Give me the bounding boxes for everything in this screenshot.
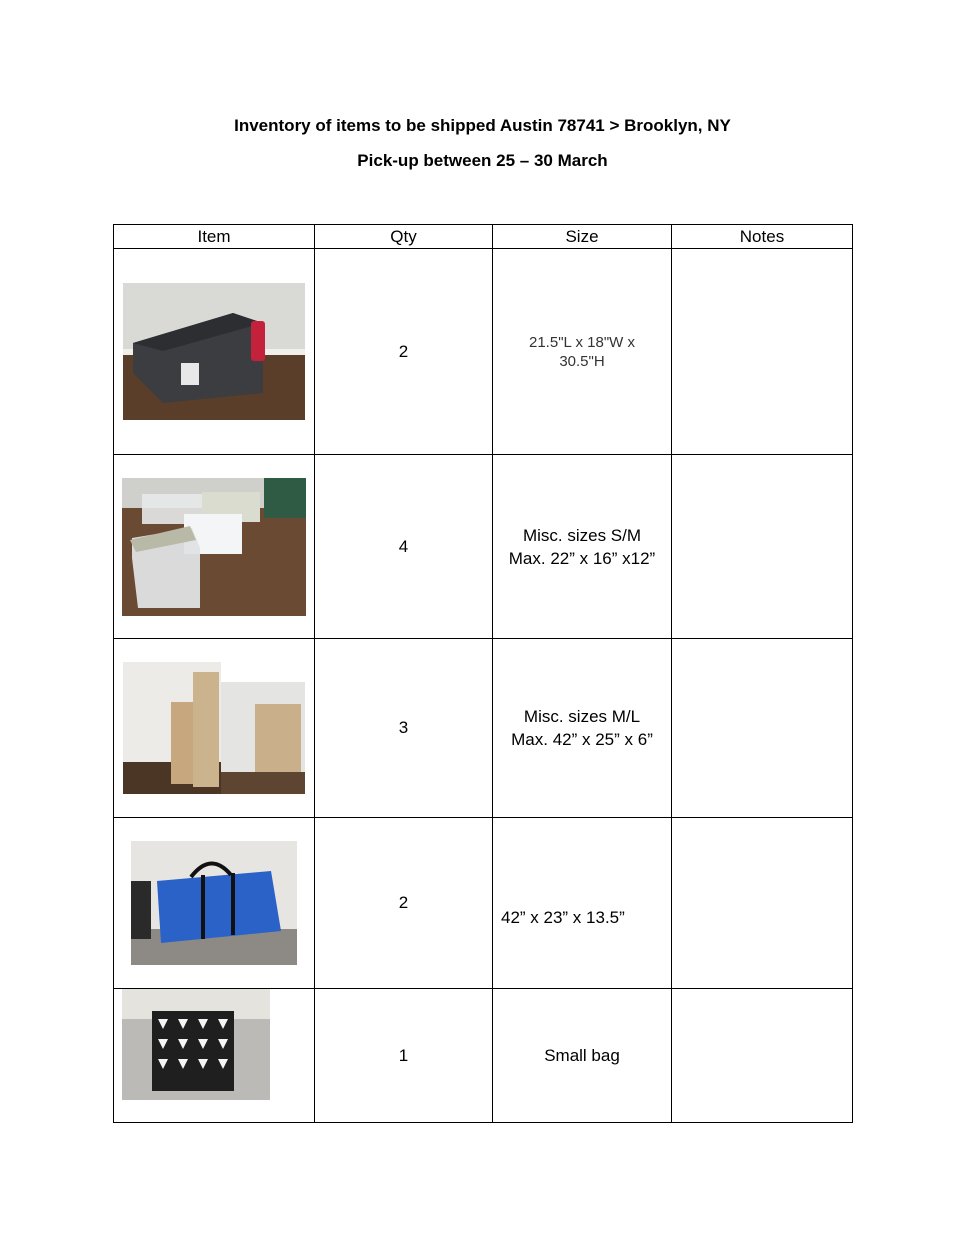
size-cell: Small bag [493, 989, 672, 1123]
blue-bag-photo [131, 841, 297, 965]
qty-cell: 2 [315, 249, 493, 455]
item-cell [114, 455, 315, 639]
notes-cell[interactable] [672, 818, 853, 989]
table-row [114, 818, 853, 989]
notes-cell[interactable] [672, 639, 853, 818]
table-row [114, 989, 853, 1123]
header-notes: Notes [672, 225, 853, 249]
patterned-bag-photo [122, 989, 270, 1100]
item-cell [114, 639, 315, 818]
header-item: Item [114, 225, 315, 249]
size-cell [493, 455, 672, 639]
size-line-1: Misc. sizes M/L [523, 707, 641, 726]
grey-tote-bin-photo [123, 283, 305, 420]
size-line-1: 21.5"L x 18"W x [529, 333, 635, 351]
clear-storage-bins-photo [122, 478, 306, 616]
header-size: Size [493, 225, 672, 249]
size-line-1: Misc. sizes S/M [522, 525, 642, 545]
item-cell [114, 249, 315, 455]
table-row [114, 639, 853, 818]
size-line-2: Max. 22” x 16” x12” [508, 548, 656, 568]
header-qty: Qty [315, 225, 493, 249]
qty-cell: 4 [315, 455, 493, 639]
size-cell [493, 639, 672, 818]
document-subtitle: Pick-up between 25 – 30 March [357, 151, 608, 170]
item-cell [114, 989, 315, 1123]
table-row [114, 249, 853, 455]
qty-cell: 2 [315, 818, 493, 989]
table-header-row [114, 225, 853, 249]
notes-cell[interactable] [672, 989, 853, 1123]
size-line-2: Max. 42” x 25” x 6” [511, 730, 653, 749]
table-row [114, 455, 853, 639]
item-cell [114, 818, 315, 989]
cardboard-boxes-photo [123, 662, 305, 794]
inventory-table [113, 224, 853, 1123]
notes-cell[interactable] [672, 249, 853, 455]
qty-cell: 3 [315, 639, 493, 818]
size-line-2: 30.5"H [559, 352, 605, 370]
size-cell [493, 249, 672, 455]
qty-cell: 1 [315, 989, 493, 1123]
size-cell: 42” x 23” x 13.5” [493, 818, 672, 989]
document-title: Inventory of items to be shipped Austin 78741 > Brooklyn, NY [234, 116, 731, 135]
notes-cell[interactable] [672, 455, 853, 639]
